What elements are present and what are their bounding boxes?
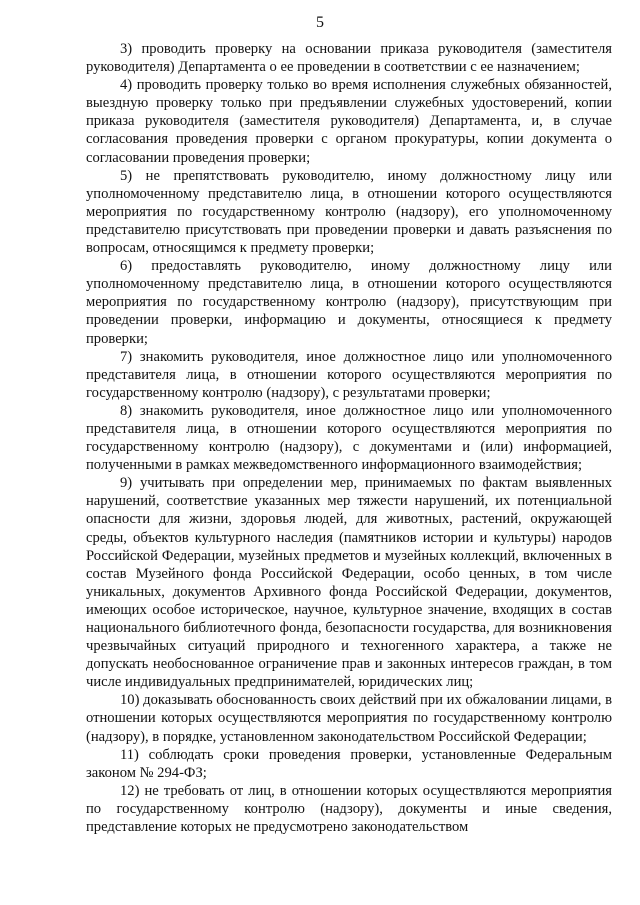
list-item: 3) проводить проверку на основании приказа руководителя (заместителя руководителя) Департамента о ее проведении в соответствии с ее назначением; <box>86 41 612 76</box>
list-item: 11) соблюдать сроки проведения проверки, установленные Федеральным законом № 294-ФЗ; <box>86 746 612 781</box>
list-item: 4) проводить проверку только во время исполнения служебных обязанностей, выездную проверку только при предъявлении служебных удостоверений, копии приказа руководителя (заместителя руководителя) Департамента, и, в случае согласования проведения проверки с органом прокуратуры, копии документа о согласовании проведения проверки; <box>86 77 612 166</box>
list-item: 6) предоставлять руководителю, иному должностному лицу или уполномоченному представителю лица, в отношении которого осуществляются мероприятия по государственному контролю (надзору), присутствующим при проведении проверки, информацию и документы, относящиеся к предмету проверки; <box>86 258 612 347</box>
page-number: 5 <box>316 14 324 31</box>
list-item: 9) учитывать при определении мер, принимаемых по фактам выявленных нарушений, соответствие указанных мер тяжести нарушений, их потенциальной опасности для жизни, здоровья людей, для животных, растений, окружающей среды, объектов культурного наследия (памятников истории и культуры) народов Российской Федерации, музейных предметов и музейных коллекций, включенных в состав Музейного фонда Российской Федерации, особо ценных, в том числе уникальных, документов Архивного фонда Российской Федерации, документов, имеющих особое историческое, научное, культурное значение, входящих в состав национального библиотечного фонда, безопасности государства, для возникновения чрезвычайных ситуаций природного и техногенного характера, а также не допускать необоснованное ограничение прав и законных интересов граждан, в том числе индивидуальных предпринимателей, юридических лиц; <box>86 475 612 691</box>
list-item: 7) знакомить руководителя, иное должностное лицо или уполномоченного представителя лица, в отношении которого осуществляются мероприятия по государственному контролю (надзору), с результатами проверки; <box>86 348 612 401</box>
list-item: 10) доказывать обоснованность своих действий при их обжаловании лицами, в отношении которых осуществляются мероприятия по государственному контролю (надзору), в порядке, установленном законодательством Российской Федерации; <box>86 692 612 745</box>
list-item: 5) не препятствовать руководителю, иному должностному лицу или уполномоченному представителю лица, в отношении которого осуществляются мероприятия по государственному контролю (надзору), его уполномоченному представителю присутствовать при проведении проверки и давать разъяснения по вопросам, относящимся к предмету проверки; <box>86 167 612 257</box>
document-body <box>86 40 612 836</box>
list-item: 12) не требовать от лиц, в отношении которых осуществляются мероприятия по государственному контролю (надзору), документы и иные сведения, представление которых не предусмотрено законодательством <box>86 782 612 836</box>
list-item: 8) знакомить руководителя, иное должностное лицо или уполномоченного представителя лица, в отношении которого осуществляются мероприятия по государственному контролю (надзору), с документами и (или) информацией, полученными в рамках межведомственного информационного взаимодействия; <box>86 402 612 474</box>
